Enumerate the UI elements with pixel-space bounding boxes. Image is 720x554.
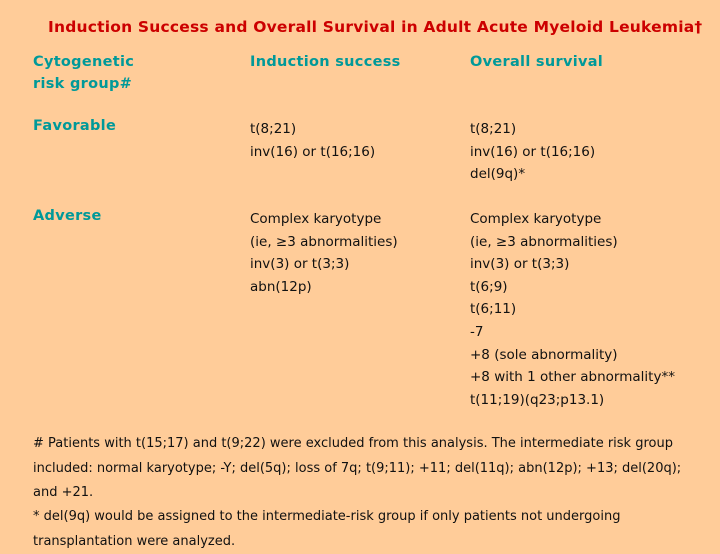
adverse-induction-cell <box>250 208 398 298</box>
header-risk-group-line-1: Cytogenetic <box>33 54 135 70</box>
adverse-survival-line: inv(3) or t(3;3) <box>470 256 570 273</box>
header-induction-success: Induction success <box>250 54 401 70</box>
adverse-induction-line: inv(3) or t(3;3) <box>250 256 350 273</box>
table-title: Induction Success and Overall Survival in Adult Acute Myeloid Leukemia† <box>48 18 703 36</box>
adverse-induction-line: Complex karyotype <box>250 211 382 227</box>
adverse-survival-cell <box>470 208 675 411</box>
adverse-survival-line: +8 with 1 other abnormality** <box>470 369 675 386</box>
adverse-induction-line: abn(12p) <box>250 278 312 295</box>
adverse-survival-line: -7 <box>470 323 484 340</box>
header-risk-group <box>33 51 233 95</box>
footnote-del9q: * del(9q) would be assigned to the intermediate-risk group if only patients not undergoing transplantation were analyzed. <box>33 509 621 549</box>
adverse-survival-line: +8 (sole abnormality) <box>470 346 618 363</box>
adverse-survival-line: Complex karyotype <box>470 211 602 227</box>
favorable-induction-line: inv(16) or t(16;16) <box>250 143 376 160</box>
favorable-survival-cell <box>470 118 595 186</box>
favorable-survival-line: inv(16) or t(16;16) <box>470 143 596 160</box>
favorable-survival-line: del(9q)* <box>470 166 526 183</box>
adverse-induction-line: (ie, ≥3 abnormalities) <box>250 233 398 250</box>
adverse-survival-line: (ie, ≥3 abnormalities) <box>470 233 618 250</box>
favorable-survival-line: t(8;21) <box>470 121 517 137</box>
adverse-survival-line: t(6;11) <box>470 301 517 318</box>
favorable-induction-cell <box>250 118 375 163</box>
favorable-induction-line: t(8;21) <box>250 121 297 137</box>
footnote-excluded-patients: # Patients with t(15;17) and t(9;22) were excluded from this analysis. The intermediate risk group included: normal karyotype; -Y; del(5q); loss of 7q; t(9;11); +11; del(11q); abn(12p); +13; del(20q); and +21. <box>33 436 682 500</box>
row-label-favorable: Favorable <box>33 118 117 134</box>
row-label-adverse: Adverse <box>33 208 102 224</box>
header-risk-group-line-2: risk group# <box>33 76 133 92</box>
adverse-survival-line: t(6;9) <box>470 278 508 295</box>
adverse-survival-line: t(11;19)(q23;p13.1) <box>470 391 605 408</box>
header-overall-survival: Overall survival <box>470 54 604 70</box>
